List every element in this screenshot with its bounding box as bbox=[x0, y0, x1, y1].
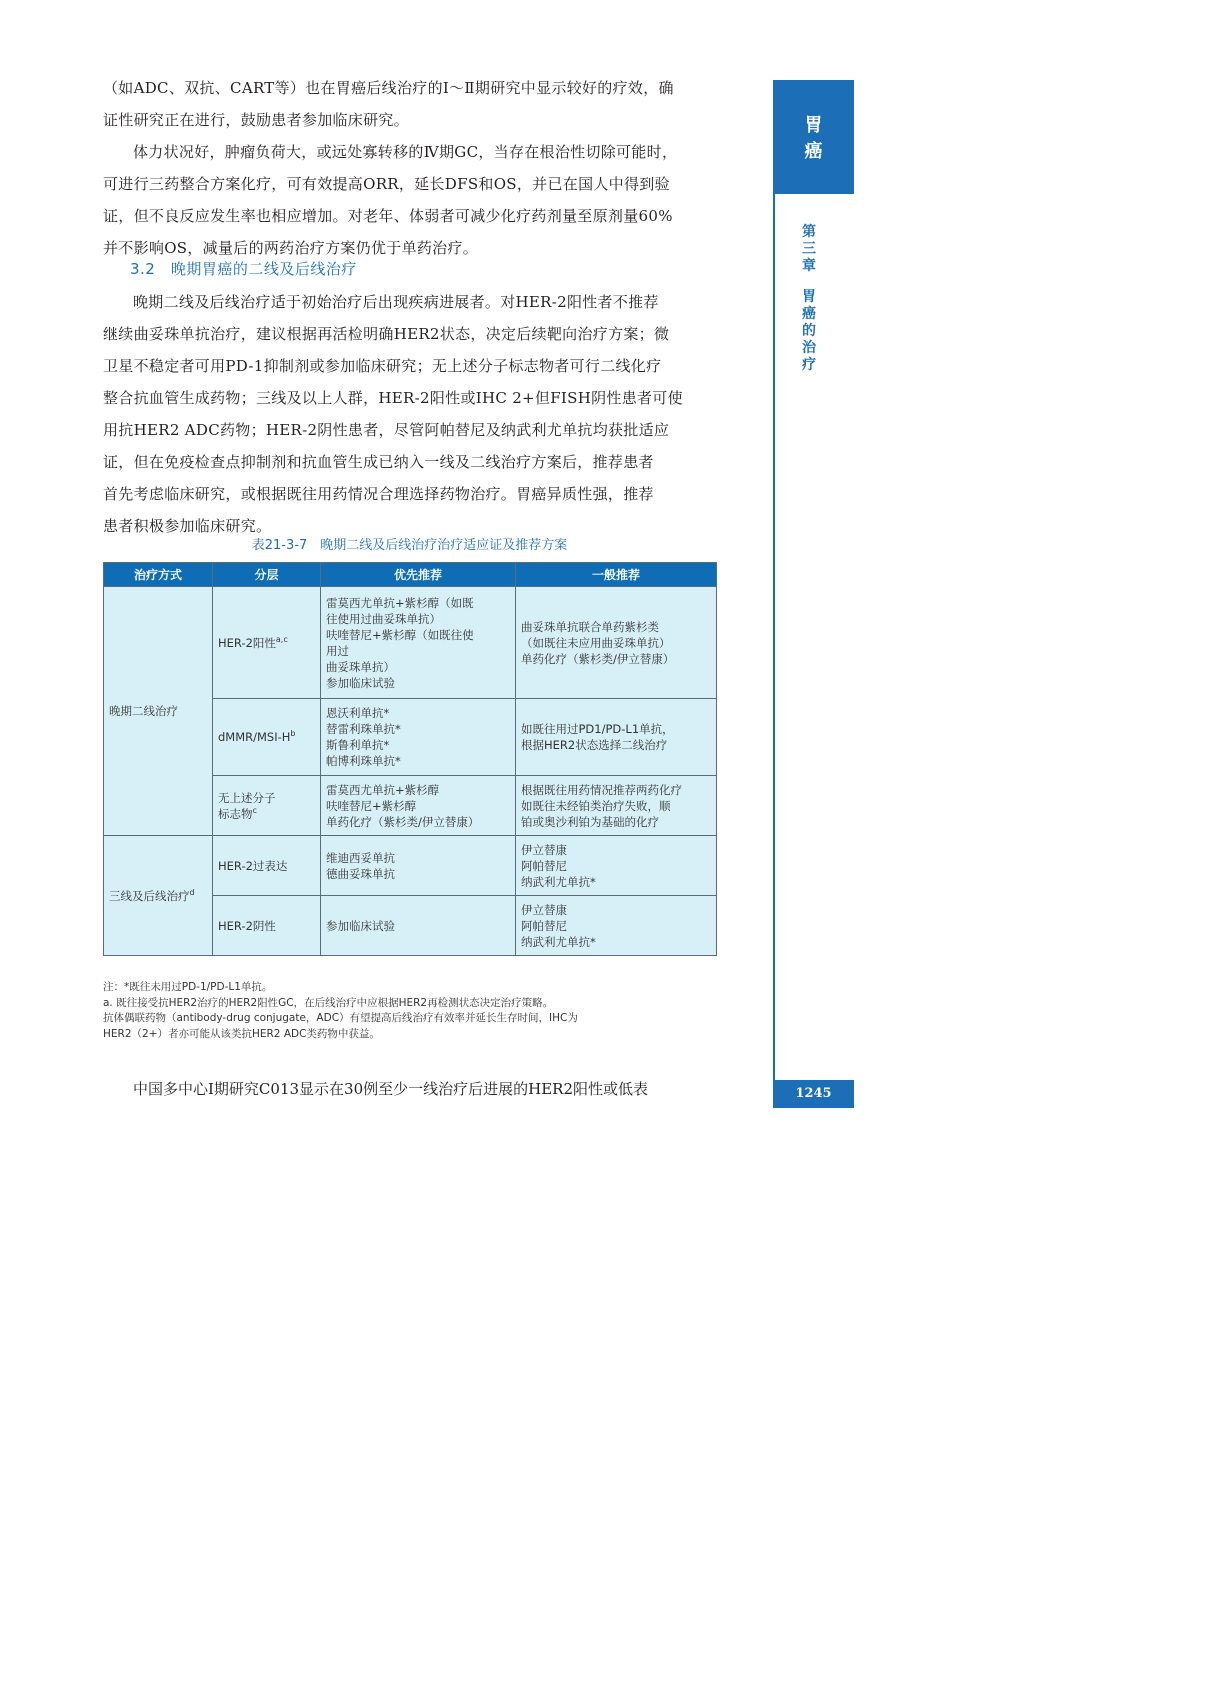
text-line: 卫星不稳定者可用PD-1抑制剂或参加临床研究；无上述分子标志物者可行二线化疗 bbox=[103, 357, 662, 375]
footnote-mark: c bbox=[252, 805, 257, 815]
chapter-title-char: 治 bbox=[802, 340, 816, 356]
paragraph-3 bbox=[103, 286, 716, 542]
general-cell bbox=[516, 776, 717, 836]
chapter-char: 章 bbox=[802, 258, 816, 274]
cell-line: 呋喹替尼+紫杉醇（如既往使 bbox=[326, 627, 474, 642]
cell-line: 恩沃利单抗* bbox=[326, 706, 390, 720]
text-line: 用抗HER2 ADC药物；HER-2阴性患者，尽管阿帕替尼及纳武利尤单抗均获批适应 bbox=[103, 421, 670, 439]
cell-line: 根据HER2状态选择二线治疗 bbox=[521, 738, 668, 752]
preferred-cell bbox=[321, 776, 516, 836]
group-cell bbox=[104, 836, 213, 956]
cell-line: 如既往未经铂类治疗失败，顺 bbox=[521, 798, 671, 813]
text-line: 体力状况好，肿瘤负荷大，或远处寡转移的Ⅳ期GC，当存在根治性切除可能时， bbox=[133, 143, 678, 161]
general-cell bbox=[516, 587, 717, 699]
text-line: 晚期二线及后线治疗适于初始治疗后出现疾病进展者。对HER-2阳性者不推荐 bbox=[133, 293, 659, 311]
cell-line: 伊立替康 bbox=[521, 902, 567, 917]
table-row bbox=[104, 836, 717, 896]
general-cell bbox=[516, 836, 717, 896]
header-cell: 优先推荐 bbox=[321, 563, 516, 587]
cell-line: 标志物 bbox=[218, 806, 253, 821]
margin-rule bbox=[773, 80, 775, 1108]
cell-line: 雷莫西尤单抗+紫杉醇 bbox=[326, 782, 440, 797]
layer-cell bbox=[213, 836, 321, 896]
cell-line: 参加临床试验 bbox=[326, 675, 395, 690]
cell-line: 阿帕替尼 bbox=[521, 858, 567, 873]
note-line: 抗体偶联药物（antibody-drug conjugate，ADC）有望提高后线治疗有效率并延长生存时间，IHC为 bbox=[103, 1012, 578, 1024]
footnote-mark: b bbox=[290, 729, 296, 739]
text-line: 整合抗血管生成药物；三线及以上人群，HER-2阳性或IHC 2+但FISH阴性患者可使 bbox=[103, 389, 683, 407]
layer-cell bbox=[213, 587, 321, 699]
header-cell: 一般推荐 bbox=[516, 563, 717, 587]
cell-line: （如既往未应用曲妥珠单抗） bbox=[521, 635, 671, 650]
table-header-row bbox=[104, 563, 717, 587]
general-cell bbox=[516, 699, 717, 776]
preferred-cell bbox=[321, 699, 516, 776]
table-title: 表21-3-7 晚期二线及后线治疗治疗适应证及推荐方案 bbox=[251, 538, 568, 553]
text-line: 患者积极参加临床研究。 bbox=[103, 517, 272, 535]
layer-label: HER-2过表达 bbox=[218, 858, 288, 873]
header-cell: 分层 bbox=[213, 563, 321, 587]
note-line: HER2（2+）者亦可能从该类抗HER2 ADC类药物中获益。 bbox=[103, 1027, 380, 1040]
cell-line: 替雷利珠单抗* bbox=[326, 722, 401, 736]
general-cell bbox=[516, 896, 717, 956]
section-heading: 3.2 晚期胃癌的二线及后线治疗 bbox=[130, 260, 357, 278]
cell-line: 单药化疗（紫杉类/伊立替康） bbox=[326, 814, 480, 829]
chapter-char: 三 bbox=[802, 241, 816, 257]
cell-line: 无上述分子 bbox=[218, 790, 276, 805]
preferred-cell bbox=[321, 836, 516, 896]
cell-line: 根据既往用药情况推荐两药化疗 bbox=[521, 782, 682, 797]
text-line: 证，但在免疫检查点抑制剂和抗血管生成已纳入一线及二线治疗方案后，推荐患者 bbox=[103, 453, 654, 471]
note-line: a. 既往接受抗HER2治疗的HER2阳性GC，在后线治疗中应根据HER2再检测状态决定治疗策略。 bbox=[103, 996, 554, 1009]
cell-line: 维迪西妥单抗 bbox=[326, 850, 395, 865]
chapter-title-char: 疗 bbox=[802, 357, 816, 373]
text-line: 证性研究正在进行，鼓励患者参加临床研究。 bbox=[103, 111, 410, 129]
text-line: （如ADC、双抗、CART等）也在胃癌后线治疗的Ⅰ～Ⅱ期研究中显示较好的疗效，确 bbox=[103, 79, 674, 97]
cell-line: 如既往用过PD1/PD-L1单抗， bbox=[521, 722, 674, 736]
cell-line: 单药化疗（紫杉类/伊立替康） bbox=[521, 651, 675, 666]
note-line: 注：*既往未用过PD-1/PD-L1单抗。 bbox=[103, 981, 273, 993]
cell-line: 德曲妥珠单抗 bbox=[326, 866, 395, 881]
paragraph-1 bbox=[103, 72, 716, 136]
header-cell: 治疗方式 bbox=[104, 563, 213, 587]
cell-line: 雷莫西尤单抗+紫杉醇（如既 bbox=[326, 595, 474, 610]
table-row bbox=[104, 587, 717, 699]
group-label: 三线及后线治疗 bbox=[109, 888, 190, 903]
tab-char: 癌 bbox=[804, 141, 823, 162]
layer-label: dMMR/MSI-H bbox=[218, 730, 291, 744]
cell-line: 纳武利尤单抗* bbox=[521, 874, 596, 889]
paragraph-2 bbox=[103, 136, 716, 264]
footnote-mark: a,c bbox=[275, 634, 288, 644]
text-line: 并不影响OS，减量后的两药治疗方案仍优于单药治疗。 bbox=[103, 239, 479, 257]
chapter-title-char: 癌 bbox=[802, 306, 816, 322]
cell-line: 斯鲁利单抗* bbox=[326, 738, 390, 752]
group-label: 晚期二线治疗 bbox=[109, 704, 178, 718]
cell-line: 呋喹替尼+紫杉醇 bbox=[326, 798, 417, 813]
cell-line: 帕博利珠单抗* bbox=[326, 754, 401, 768]
section-tab bbox=[773, 80, 854, 194]
layer-cell bbox=[213, 896, 321, 956]
layer-cell bbox=[213, 699, 321, 776]
cell-line: 曲妥珠单抗联合单药紫杉类 bbox=[521, 619, 659, 634]
cell-line: 纳武利尤单抗* bbox=[521, 934, 596, 949]
layer-label: HER-2阴性 bbox=[218, 918, 276, 933]
cell-line: 铂或奥沙利铂为基础的化疗 bbox=[521, 814, 659, 829]
cell-line: 曲妥珠单抗） bbox=[326, 659, 395, 674]
page-number: 1245 bbox=[773, 1080, 854, 1108]
layer-label: HER-2阳性 bbox=[218, 635, 276, 650]
cell-line: 往使用过曲妥珠单抗） bbox=[326, 611, 441, 626]
table-notes bbox=[103, 980, 716, 1042]
chapter-title-char: 的 bbox=[802, 323, 816, 339]
group-cell bbox=[104, 587, 213, 836]
text-line: 首先考虑临床研究，或根据既往用药情况合理选择药物治疗。胃癌异质性强，推荐 bbox=[103, 485, 654, 503]
footnote-mark: d bbox=[189, 887, 195, 897]
cell-line: 阿帕替尼 bbox=[521, 918, 567, 933]
chapter-label bbox=[800, 224, 818, 374]
chapter-char: 第 bbox=[802, 224, 816, 240]
text-line: 继续曲妥珠单抗治疗，建议根据再活检明确HER2状态，决定后续靶向治疗方案；微 bbox=[103, 325, 670, 343]
text-line: 可进行三药整合方案化疗，可有效提高ORR，延长DFS和OS，并已在国人中得到验 bbox=[103, 175, 670, 193]
preferred-cell bbox=[321, 587, 516, 699]
recommendation-table bbox=[103, 562, 717, 956]
text-line: 证，但不良反应发生率也相应增加。对老年、体弱者可减少化疗药剂量至原剂量60% bbox=[103, 207, 673, 225]
cell-line: 伊立替康 bbox=[521, 842, 567, 857]
layer-cell bbox=[213, 776, 321, 836]
chapter-title-char: 胃 bbox=[802, 289, 816, 305]
cell-line: 用过 bbox=[326, 643, 349, 658]
tab-char: 胃 bbox=[804, 115, 823, 136]
preferred-cell bbox=[321, 896, 516, 956]
cell-line: 参加临床试验 bbox=[326, 918, 395, 933]
paragraph-4: 中国多中心Ⅰ期研究C013显示在30例至少一线治疗后进展的HER2阳性或低表 bbox=[133, 1080, 648, 1098]
